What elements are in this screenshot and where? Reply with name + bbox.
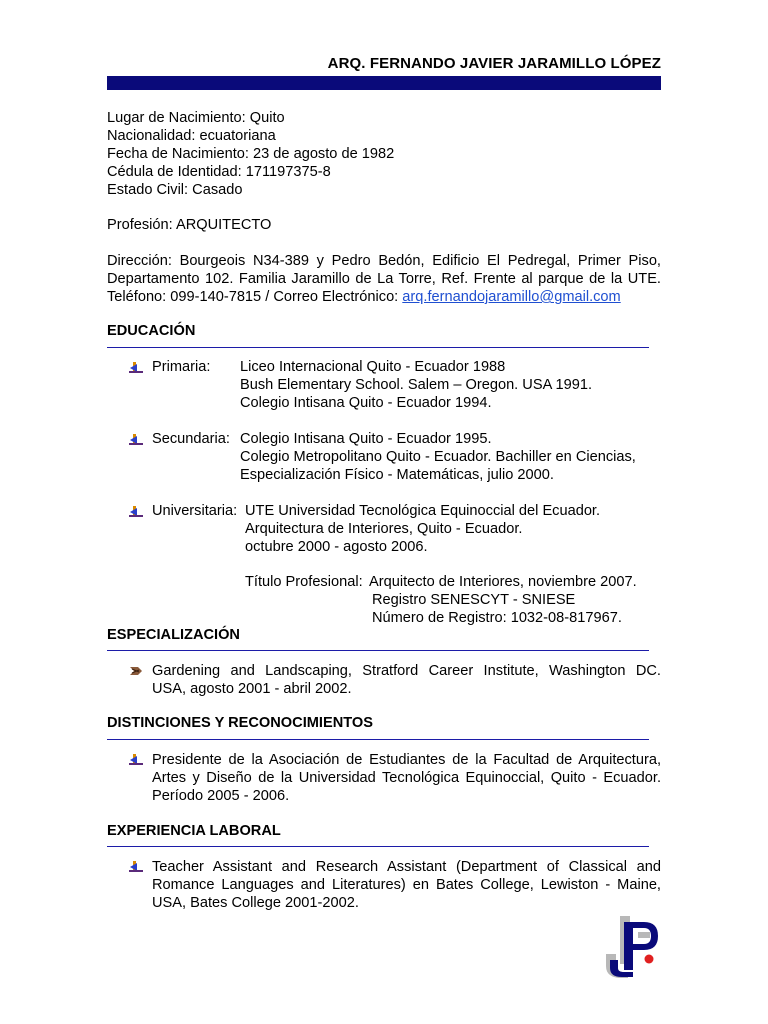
universitaria-label: Universitaria: xyxy=(152,503,238,519)
id-number: Cédula de Identidad: 171197375-8 xyxy=(107,164,331,180)
email-link[interactable]: arq.fernandojaramillo@gmail.com xyxy=(402,289,621,305)
universitaria-line-2: Arquitectura de Interiores, Quito - Ecuador. xyxy=(245,521,523,537)
arrow-bullet-icon xyxy=(128,433,144,447)
education-rule xyxy=(107,347,649,348)
birthdate: Fecha de Nacimiento: 23 de agosto de 1982 xyxy=(107,146,395,162)
titulo-line-3: Número de Registro: 1032-08-817967. xyxy=(372,610,622,626)
experience-heading: EXPERIENCIA LABORAL xyxy=(107,823,281,839)
experience-rule xyxy=(107,846,649,847)
primaria-line-1: Liceo Internacional Quito - Ecuador 1988 xyxy=(240,359,506,375)
distinctions-heading: DISTINCIONES Y RECONOCIMIENTOS xyxy=(107,715,373,731)
specialization-rule xyxy=(107,650,649,651)
titulo-line-2: Registro SENESCYT - SNIESE xyxy=(372,592,576,608)
cv-name-header: ARQ. FERNANDO JAVIER JARAMILLO LÓPEZ xyxy=(327,55,661,72)
specialization-line-2: USA, agosto 2001 - abril 2002. xyxy=(152,681,352,697)
titulo-line-1: Arquitecto de Interiores, noviembre 2007. xyxy=(369,574,637,590)
secundaria-line-2: Colegio Metropolitano Quito - Ecuador. Bachiller en Ciencias, xyxy=(240,449,636,465)
specialization-heading: ESPECIALIZACIÓN xyxy=(107,627,240,643)
titulo-label: Título Profesional: xyxy=(245,574,363,590)
secundaria-line-3: Especialización Físico - Matemáticas, julio 2000. xyxy=(240,467,554,483)
experience-line-3: USA, Bates College 2001-2002. xyxy=(152,895,359,911)
education-heading: EDUCACIÓN xyxy=(107,323,196,339)
arrow-bullet-icon xyxy=(128,361,144,375)
phone-text: Teléfono: 099-140-7815 / Correo Electrónico: xyxy=(107,289,403,305)
experience-line-2: Romance Languages and Literatures) en Bates College, Lewiston - Maine, xyxy=(152,877,661,893)
distinctions-rule xyxy=(107,739,649,740)
universitaria-line-3: octubre 2000 - agosto 2006. xyxy=(245,539,428,555)
secundaria-label: Secundaria: xyxy=(152,431,230,447)
nationality: Nacionalidad: ecuatoriana xyxy=(107,128,276,144)
jf-monogram-logo xyxy=(604,914,664,978)
secundaria-line-1: Colegio Intisana Quito - Ecuador 1995. xyxy=(240,431,492,447)
universitaria-line-1: UTE Universidad Tecnológica Equinoccial del Ecuador. xyxy=(245,503,601,519)
contact-line xyxy=(107,288,621,306)
specialization-line-1: Gardening and Landscaping, Stratford Career Institute, Washington DC. xyxy=(152,663,661,679)
primaria-line-3: Colegio Intisana Quito - Ecuador 1994. xyxy=(240,395,492,411)
distinctions-line-2: Artes y Diseño de la Universidad Tecnológica Equinoccial, Quito - Ecuador. xyxy=(152,770,661,786)
profession: Profesión: ARQUITECTO xyxy=(107,217,272,233)
arrow-bullet-icon xyxy=(128,505,144,519)
leaf-bullet-icon xyxy=(128,664,144,678)
civil-status: Estado Civil: Casado xyxy=(107,182,243,198)
birthplace: Lugar de Nacimiento: Quito xyxy=(107,110,285,126)
distinctions-line-1: Presidente de la Asociación de Estudiantes de la Facultad de Arquitectura, xyxy=(152,752,661,768)
primaria-label: Primaria: xyxy=(152,359,211,375)
distinctions-line-3: Período 2005 - 2006. xyxy=(152,788,290,804)
address-line-1: Dirección: Bourgeois N34-389 y Pedro Bedón, Edificio El Pedregal, Primer Piso, xyxy=(107,253,661,269)
address-line-2: Departamento 102. Familia Jaramillo de La Torre, Ref. Frente al parque de la UTE. xyxy=(107,271,661,287)
arrow-bullet-icon xyxy=(128,860,144,874)
header-bar xyxy=(107,76,661,90)
arrow-bullet-icon xyxy=(128,753,144,767)
primaria-line-2: Bush Elementary School. Salem – Oregon. USA 1991. xyxy=(240,377,593,393)
experience-line-1: Teacher Assistant and Research Assistant (Department of Classical and xyxy=(152,859,661,875)
